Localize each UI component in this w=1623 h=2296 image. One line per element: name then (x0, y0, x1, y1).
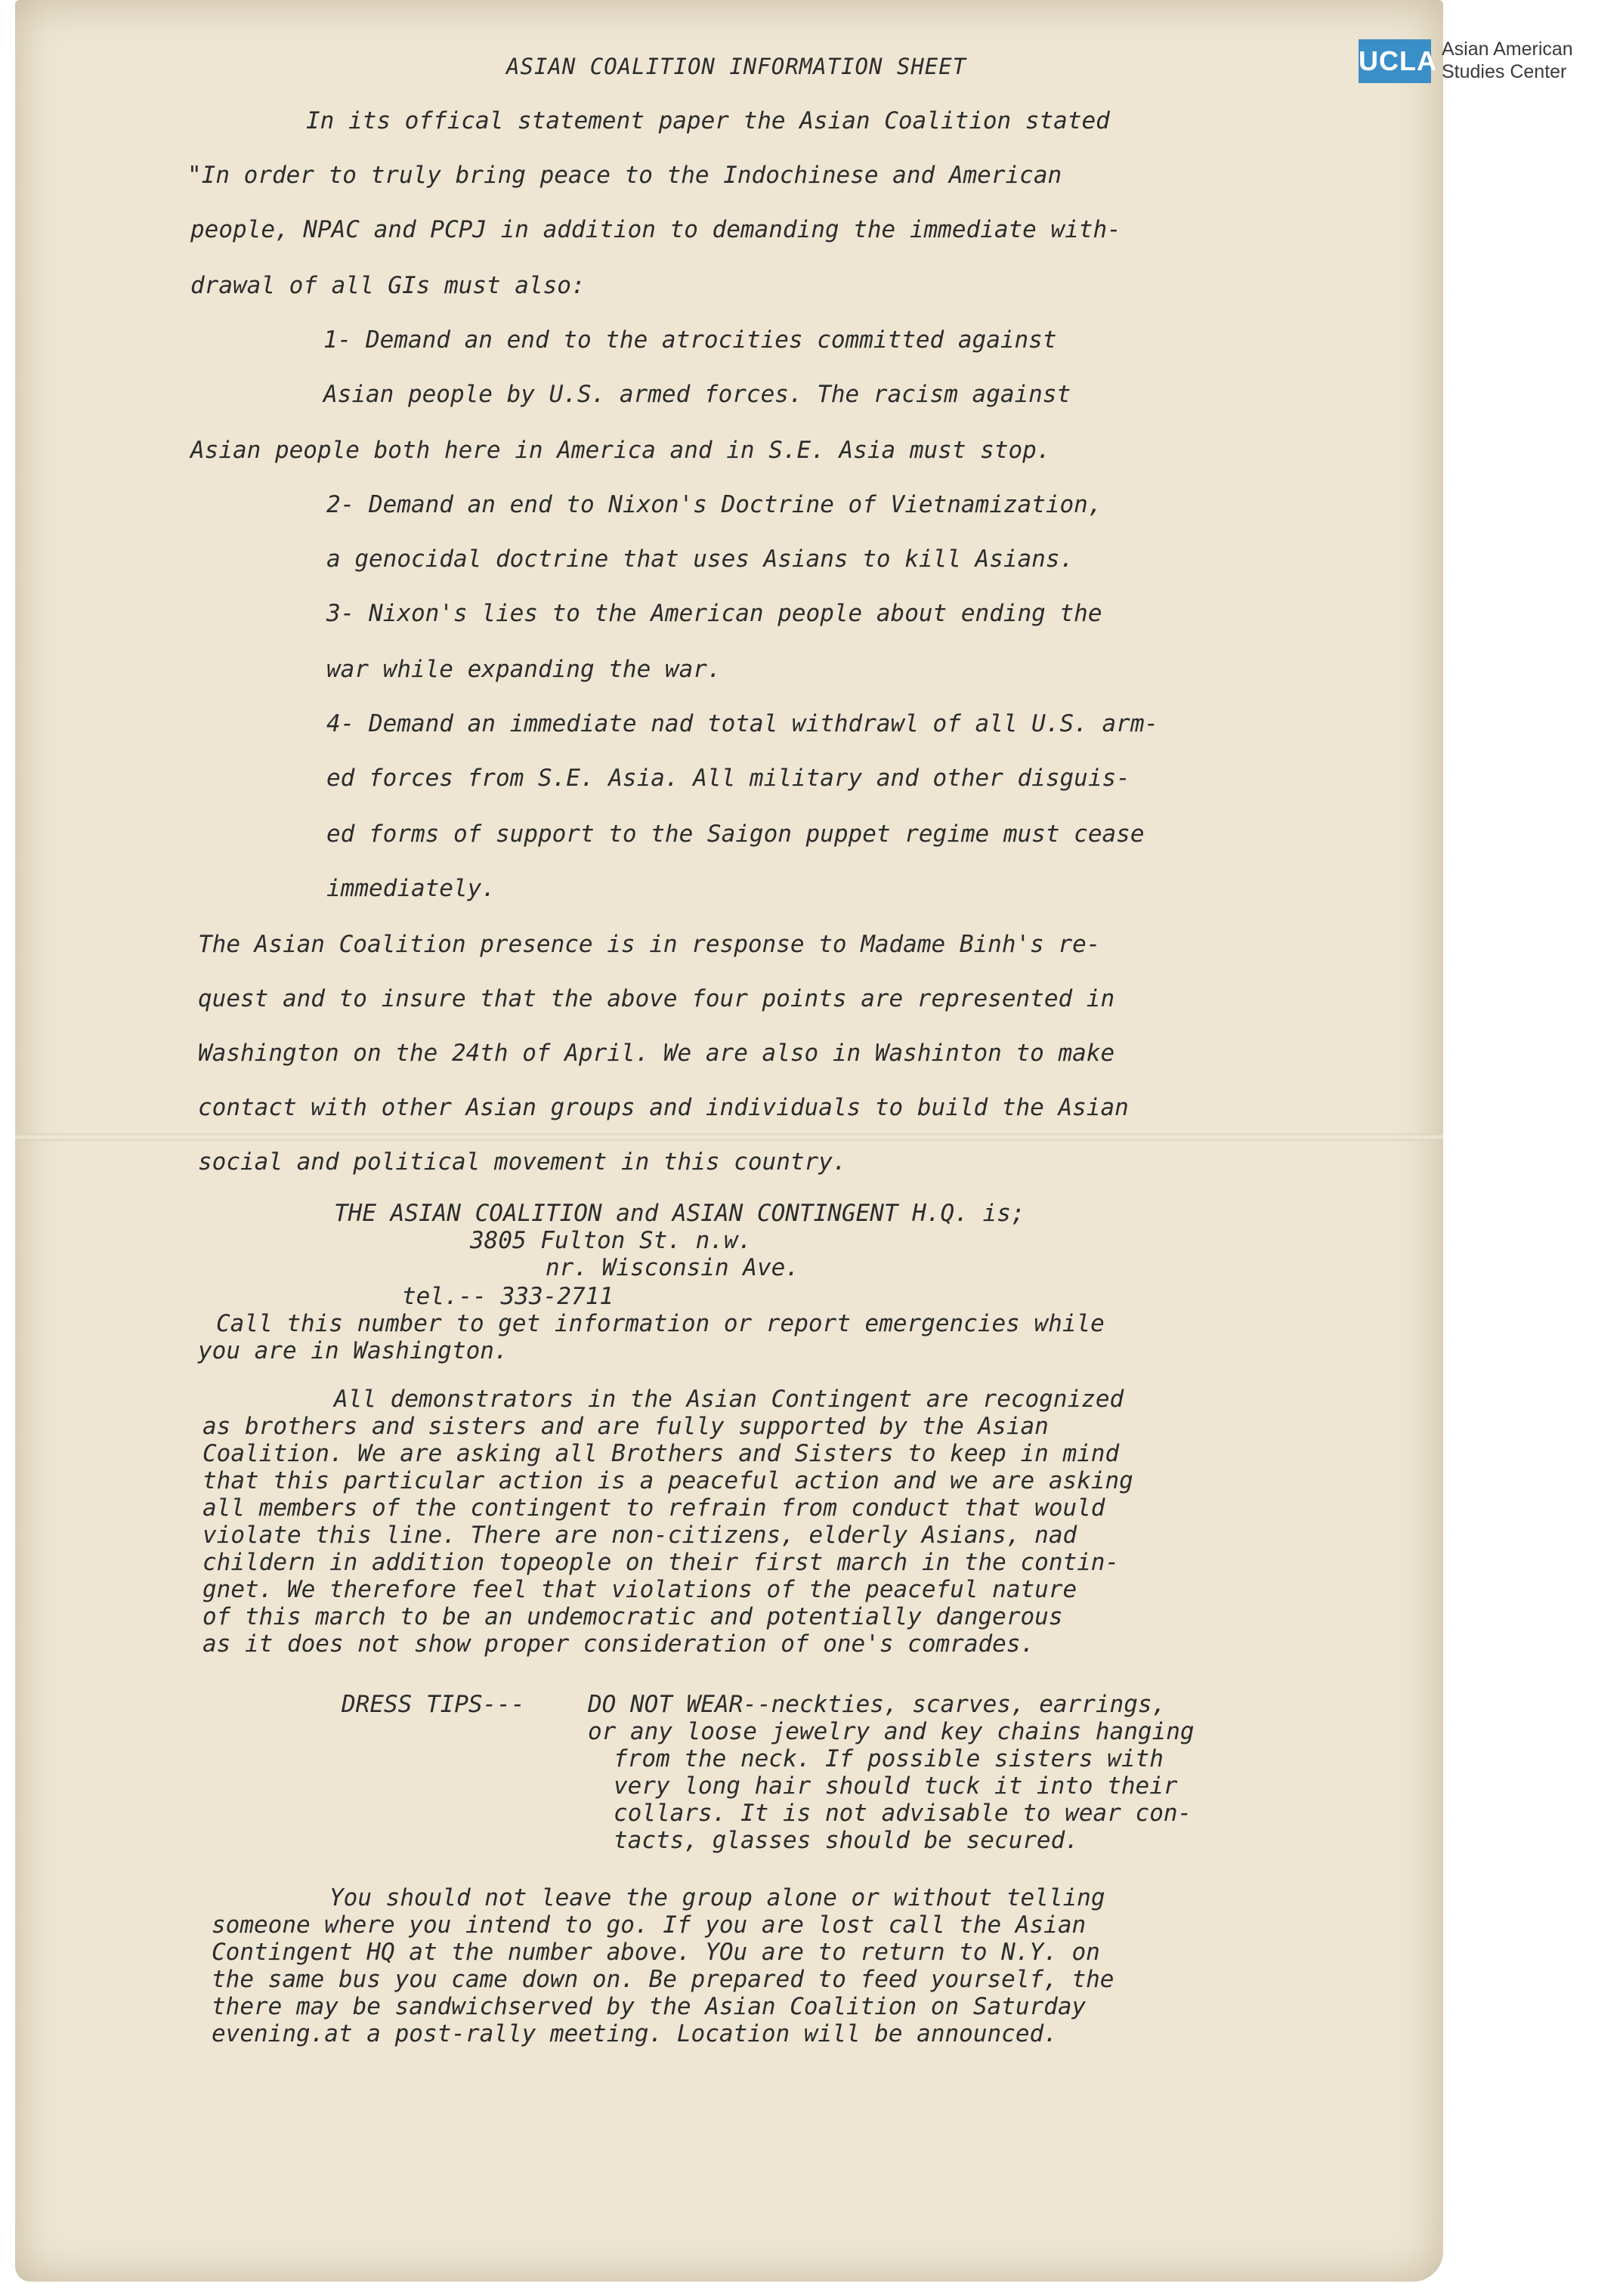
center-name-line-1: Asian American (1442, 39, 1573, 60)
closing-line: Contingent HQ at the number above. YOu are to return to N.Y. on (212, 1939, 1100, 1966)
ucla-logo: UCLA (1359, 39, 1431, 83)
point-line: a genocidal doctrine that uses Asians to kill Asians. (326, 545, 1074, 573)
demonstrators-line: as brothers and sisters and are fully supported by the Asian (202, 1413, 1049, 1440)
center-name-line-2: Studies Center (1442, 61, 1567, 82)
presence-line: Washington on the 24th of April. We are also in Washinton to make (198, 1040, 1115, 1067)
dress-tips-line: tacts, glasses should be secured. (614, 1827, 1079, 1854)
demonstrators-line: all members of the contingent to refrain from conduct that would (202, 1494, 1105, 1522)
hq-address: 3805 Fulton St. n.w. (470, 1227, 753, 1254)
demonstrators-line: childern in addition topeople on their first march in the contin- (202, 1549, 1120, 1576)
dress-tips-line: from the neck. If possible sisters with (614, 1745, 1164, 1772)
closing-line: You should not leave the group alone or without telling (329, 1884, 1105, 1911)
closing-line: the same bus you came down on. Be prepared to feed yourself, the (212, 1966, 1114, 1993)
demonstrators-line: Coalition. We are asking all Brothers and Sisters to keep in mind (202, 1440, 1120, 1467)
paper-fold (15, 1133, 1443, 1141)
intro-line: "In order to truly bring peace to the Indochinese and American (187, 162, 1062, 189)
presence-line: The Asian Coalition presence is in response to Madame Binh's re- (198, 931, 1101, 958)
hq-call-line: Call this number to get information or report emergencies while (216, 1310, 1105, 1337)
closing-line: someone where you intend to go. If you are lost call the Asian (212, 1911, 1087, 1939)
point-line: immediately. (326, 875, 496, 902)
intro-line: people, NPAC and PCPJ in addition to demanding the immediate with- (190, 216, 1121, 243)
point-line: ed forms of support to the Saigon puppet regime must cease (326, 820, 1145, 848)
demonstrators-line: violate this line. There are non-citizens, elderly Asians, nad (202, 1522, 1077, 1549)
demonstrators-line: gnet. We therefore feel that violations of the peaceful nature (202, 1576, 1077, 1603)
point-line: 1- Demand an end to the atrocities committed against (323, 326, 1057, 354)
presence-line: contact with other Asian groups and individuals to build the Asian (198, 1094, 1129, 1121)
point-line: ed forces from S.E. Asia. All military and other disguis- (326, 765, 1130, 792)
intro-line: drawal of all GIs must also: (190, 272, 586, 299)
dress-tips-line: or any loose jewelry and key chains hanging (588, 1718, 1195, 1745)
point-line: 2- Demand an end to Nixon's Doctrine of Vietnamization, (326, 491, 1102, 518)
demonstrators-line: of this march to be an undemocratic and potentially dangerous (202, 1603, 1063, 1630)
intro-line: In its offical statement paper the Asian Coalition stated (306, 107, 1110, 134)
document-title: ASIAN COALITION INFORMATION SHEET (506, 54, 967, 79)
dress-tips-line: very long hair should tuck it into their (614, 1772, 1178, 1800)
hq-address: nr. Wisconsin Ave. (546, 1254, 799, 1281)
hq-phone: tel.-- 333-2711 (402, 1283, 614, 1310)
point-line: Asian people both here in America and in S.E. Asia must stop. (190, 437, 1051, 464)
hq-heading: THE ASIAN COALITION and ASIAN CONTINGENT H.Q. is; (334, 1200, 1025, 1227)
dress-tips-line: DO NOT WEAR--neckties, scarves, earrings, (588, 1691, 1167, 1718)
point-line: Asian people by U.S. armed forces. The racism against (323, 381, 1071, 408)
point-line: 3- Nixon's lies to the American people about ending the (326, 600, 1102, 627)
demonstrators-line: that this particular action is a peaceful action and we are asking (202, 1467, 1133, 1494)
closing-line: evening.at a post-rally meeting. Location will be announced. (212, 2020, 1058, 2047)
closing-line: there may be sandwichserved by the Asian Coalition on Saturday (212, 1993, 1087, 2020)
point-line: 4- Demand an immediate nad total withdrawl of all U.S. arm- (326, 710, 1159, 737)
hq-call-line: you are in Washington. (198, 1337, 509, 1364)
dress-tips-label: DRESS TIPS--- (342, 1691, 525, 1718)
presence-line: quest and to insure that the above four points are represented in (198, 985, 1115, 1012)
presence-line: social and political movement in this country. (198, 1148, 847, 1176)
center-name (1442, 38, 1620, 83)
point-line: war while expanding the war. (326, 656, 722, 683)
demonstrators-line: as it does not show proper consideration of one's comrades. (202, 1630, 1035, 1658)
dress-tips-line: collars. It is not advisable to wear con- (614, 1800, 1192, 1827)
demonstrators-line: All demonstrators in the Asian Contingent are recognized (334, 1386, 1124, 1413)
